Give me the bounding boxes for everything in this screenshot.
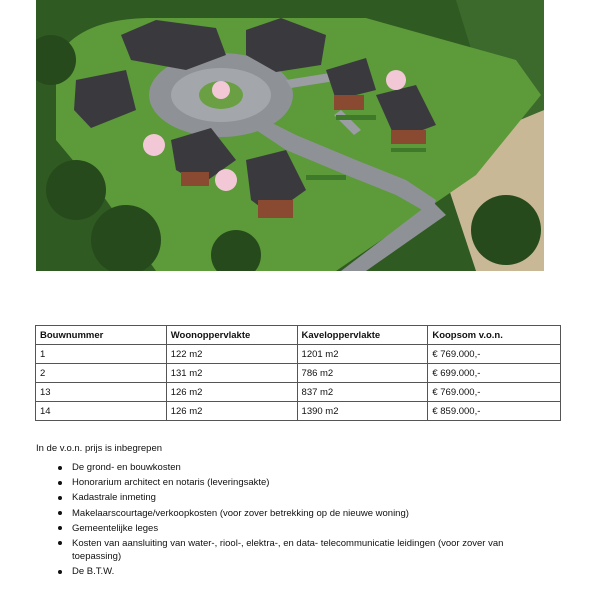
list-item — [36, 537, 546, 563]
table-header-row — [36, 326, 561, 345]
bullet-icon — [58, 526, 62, 530]
units-table — [35, 325, 561, 421]
table-row — [36, 364, 561, 383]
cell-woonoppervlakte: 126 m2 — [166, 402, 297, 421]
cell-woonoppervlakte: 126 m2 — [166, 383, 297, 402]
bullet-icon — [58, 511, 62, 515]
list-item-text: Gemeentelijke leges — [72, 522, 159, 534]
table-row — [36, 345, 561, 364]
list-item-text: De B.T.W. — [72, 566, 115, 578]
bullet-icon — [58, 570, 62, 574]
cell-koopsom: € 769.000,- — [428, 383, 561, 402]
header-kaveloppervlakte: Kaveloppervlakte — [297, 326, 428, 345]
bullet-icon — [58, 496, 62, 500]
cell-woonoppervlakte: 122 m2 — [166, 345, 297, 364]
header-koopsom: Koopsom v.o.n. — [428, 326, 561, 345]
cell-woonoppervlakte: 131 m2 — [166, 364, 297, 383]
list-item — [36, 476, 546, 489]
price-includes-list — [36, 461, 546, 580]
list-item — [36, 461, 546, 474]
cell-koopsom: € 699.000,- — [428, 364, 561, 383]
list-item-text: Honorarium architect en notaris (leveringsakte) — [72, 477, 270, 489]
cell-kaveloppervlakte: 1201 m2 — [297, 345, 428, 364]
header-woonoppervlakte: Woonoppervlakte — [166, 326, 297, 345]
cell-koopsom: € 859.000,- — [428, 402, 561, 421]
cell-bouwnummer: 1 — [36, 345, 167, 364]
site-render-graphic — [36, 0, 544, 271]
cell-kaveloppervlakte: 837 m2 — [297, 383, 428, 402]
list-item-text: Makelaarscourtage/verkoopkosten (voor zover betrekking op de nieuwe woning) — [72, 507, 409, 519]
cell-bouwnummer: 14 — [36, 402, 167, 421]
cell-bouwnummer: 2 — [36, 364, 167, 383]
list-item — [36, 522, 546, 535]
header-bouwnummer: Bouwnummer — [36, 326, 167, 345]
price-includes-intro: In de v.o.n. prijs is inbegrepen — [36, 443, 163, 454]
list-item-text: De grond- en bouwkosten — [72, 462, 181, 473]
cell-kaveloppervlakte: 786 m2 — [297, 364, 428, 383]
list-item — [36, 565, 546, 578]
bullet-icon — [58, 466, 62, 470]
cell-kaveloppervlakte: 1390 m2 — [297, 402, 428, 421]
list-item — [36, 491, 546, 504]
aerial-site-render — [36, 0, 544, 271]
list-item-text: Kadastrale inmeting — [72, 492, 156, 504]
cell-bouwnummer: 13 — [36, 383, 167, 402]
table-row — [36, 383, 561, 402]
table-row — [36, 402, 561, 421]
list-item-text: Kosten van aansluiting van water-, riool-, elektra-, en data- telecommunicatie leidingen (voor zover van toepassing) — [72, 537, 504, 562]
cell-koopsom: € 769.000,- — [428, 345, 561, 364]
bullet-icon — [58, 481, 62, 485]
list-item — [36, 507, 546, 520]
bullet-icon — [58, 541, 62, 545]
